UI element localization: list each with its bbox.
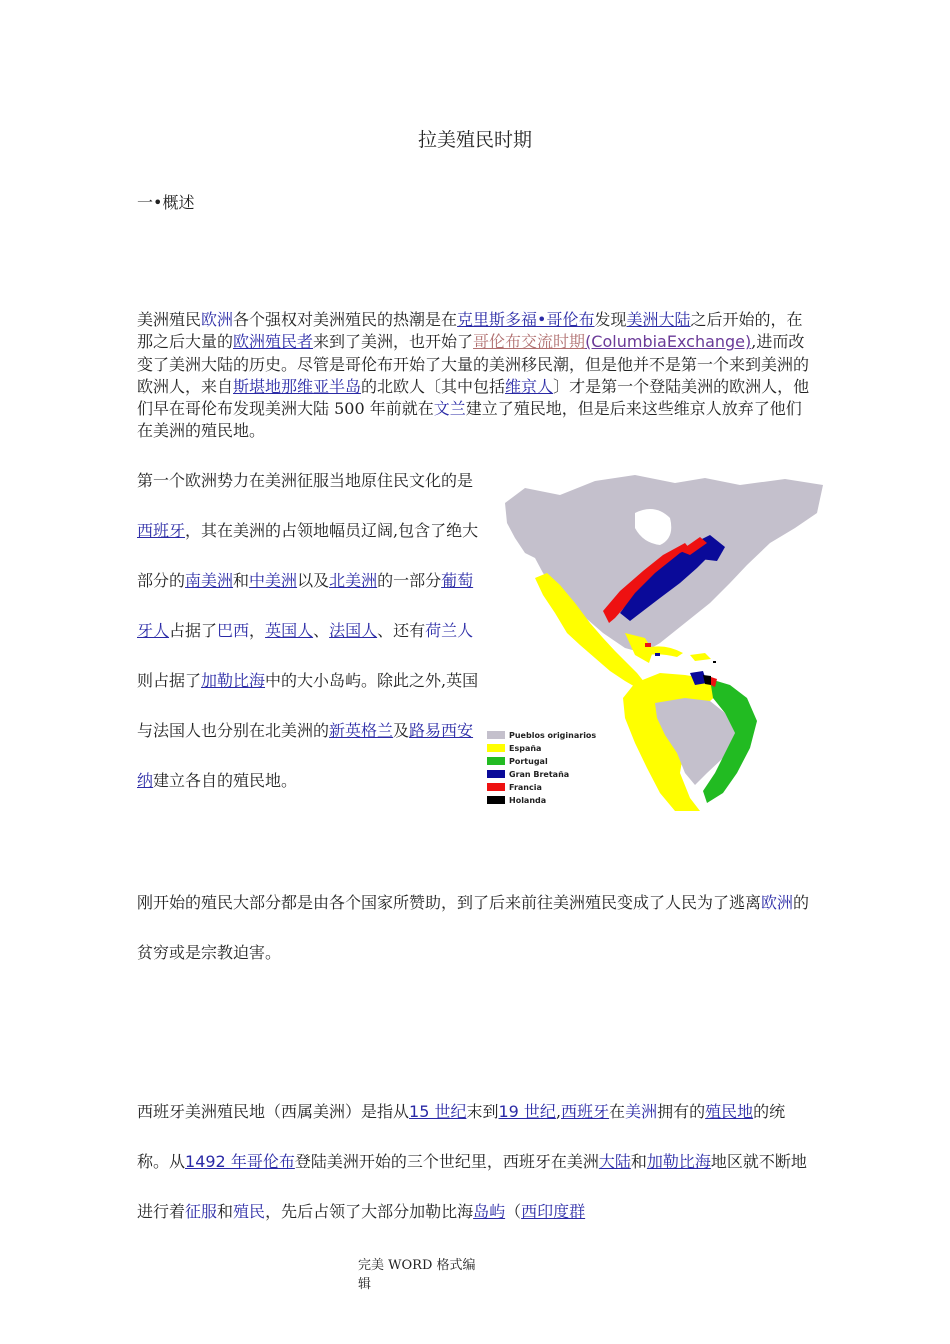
link-europe[interactable]: 欧洲: [201, 310, 234, 329]
text: 和: [217, 1202, 234, 1221]
link-north-america[interactable]: 北美洲: [329, 571, 378, 590]
text: （: [505, 1202, 522, 1221]
text: 的一部分: [377, 571, 442, 590]
link-scandinavia[interactable]: 斯堪地那维亚半岛: [233, 376, 362, 396]
text: 在: [609, 1102, 626, 1121]
legend-label-native: Pueblos originarios: [509, 731, 597, 740]
link-columbian-exchange[interactable]: 哥伦布交流时期: [473, 332, 586, 352]
link-central-america[interactable]: 中美洲: [249, 571, 298, 590]
text: 〕才是第一个登陆美洲的欧洲人，他们早在哥伦布发现美洲大陆 500 年前就在: [137, 376, 810, 419]
text: 地区就不断地进行着: [137, 1152, 807, 1221]
text: 占据了: [169, 621, 218, 640]
legend-swatch-portugal: [487, 757, 505, 765]
legend-swatch-britain: [487, 770, 505, 778]
legend-label-portugal: Portugal: [509, 757, 548, 766]
text: ,进而改变了美洲大陆的历史。尽管是哥伦布开始了大量的美洲移民潮，但是他并不是第一个来到美洲的欧洲人，来自: [137, 332, 810, 396]
legend-swatch-netherlands: [487, 796, 505, 804]
paragraph-migration: [137, 878, 812, 978]
link-american-continent[interactable]: 美洲大陆: [626, 310, 691, 329]
text: 发现: [594, 310, 627, 329]
text: 刚开始的殖民大部分都是由各个国家所赞助，到了后来前往美洲殖民变成了人民为了逃离: [137, 893, 762, 912]
link-caribbean[interactable]: 加勒比海: [201, 671, 266, 690]
link-colony[interactable]: 殖民地: [705, 1102, 754, 1121]
link-brazil[interactable]: 巴西: [217, 621, 250, 640]
text: 建立各自的殖民地。: [153, 771, 298, 790]
legend-label-netherlands: Holanda: [509, 796, 547, 805]
paragraph-overview: [137, 309, 812, 443]
link-colonization[interactable]: 殖民: [233, 1202, 266, 1221]
link-new-england[interactable]: 新英格兰: [329, 721, 394, 740]
text: 美洲殖民: [137, 310, 202, 329]
text: 第一个欧洲势力在美洲征服当地原住民文化的是: [137, 471, 474, 490]
text: 来到了美洲，也开始了: [313, 332, 474, 352]
legend-label-france: Francia: [509, 783, 542, 792]
link-1492[interactable]: 1492 年: [185, 1152, 247, 1171]
link-19th-century[interactable]: 19 世纪: [498, 1102, 556, 1121]
caribbean-britain: [655, 653, 660, 656]
text: 、还有: [377, 621, 426, 640]
link-english[interactable]: 英国人: [265, 621, 314, 640]
text: 则占据了: [137, 671, 202, 690]
text: 登陆美洲开始的三个世纪里，西班牙在美洲: [294, 1152, 599, 1171]
legend-label-spain: España: [509, 744, 542, 753]
link-south-america[interactable]: 南美洲: [185, 571, 234, 590]
text: 建立了殖民地，但是后来这些维京人放弃了他们在美洲的殖民地。: [137, 399, 802, 441]
link-louisiana[interactable]: 路易西安纳: [137, 721, 474, 790]
text: 之后开始的，在那之后大量的: [137, 310, 803, 352]
text: 拥有的: [657, 1102, 706, 1121]
text: 和: [233, 571, 250, 590]
link-spain[interactable]: 西班牙: [137, 521, 186, 540]
caribbean-france: [645, 643, 651, 647]
text: ，其在美洲的占领地幅员辽阔,包含了绝大部分的: [137, 521, 479, 590]
legend-swatch-native: [487, 731, 505, 739]
text: 以及: [297, 571, 330, 590]
link-columbus[interactable]: 哥伦布: [246, 1152, 295, 1171]
text: 的贫穷或是宗教迫害。: [137, 893, 810, 962]
colonial-americas-map: [485, 473, 825, 813]
text: 末到: [466, 1102, 499, 1121]
link-conquest[interactable]: 征服: [185, 1202, 218, 1221]
caribbean-dutch: [713, 661, 716, 663]
section-heading: 一•概述: [137, 193, 195, 212]
link-vinland[interactable]: 文兰: [433, 399, 466, 419]
text: 的北欧人〔其中包括: [361, 376, 506, 396]
text: 中的大小岛屿。除此之外,英国与法国人也分别在北美洲的: [137, 671, 479, 740]
paragraph-spain-conquest: [137, 456, 482, 806]
link-americas[interactable]: 美洲: [625, 1102, 658, 1121]
legend-swatch-spain: [487, 744, 505, 752]
paragraph-spanish-america: [137, 1087, 812, 1237]
page-title: 拉美殖民时期: [417, 129, 532, 151]
link-spain[interactable]: 西班牙: [561, 1102, 610, 1121]
link-caribbean[interactable]: 加勒比海: [646, 1152, 711, 1171]
link-europe[interactable]: 欧洲: [761, 893, 794, 912]
text: 及: [393, 721, 410, 740]
legend-label-britain: Gran Bretaña: [509, 770, 570, 779]
link-vikings[interactable]: 维京人: [505, 376, 554, 396]
text: ,: [555, 1102, 562, 1121]
legend-swatch-france: [487, 783, 505, 791]
text: 的统称。从: [137, 1102, 786, 1171]
text: 、: [313, 621, 330, 640]
text: ，: [249, 621, 266, 640]
link-continent[interactable]: 大陆: [598, 1152, 631, 1171]
link-15th-century[interactable]: 15 世纪: [409, 1102, 467, 1121]
link-columbia-exchange-en[interactable]: (ColumbiaExchange): [585, 332, 752, 352]
link-european-colonists[interactable]: 欧洲殖民者: [233, 332, 314, 352]
text: 西班牙美洲殖民地（西属美洲）是指从: [137, 1102, 410, 1121]
link-french[interactable]: 法国人: [329, 621, 378, 640]
text: 各个强权对美洲殖民的热潮是在: [233, 310, 458, 329]
link-columbus[interactable]: 克里斯多福•哥伦布: [457, 310, 595, 329]
link-islands[interactable]: 岛屿: [473, 1202, 506, 1221]
page-footer: 完美 WORD 格式编辑: [358, 1258, 476, 1292]
link-portuguese[interactable]: 葡萄牙人: [137, 571, 474, 640]
link-dutch[interactable]: 荷兰人: [425, 621, 474, 640]
text: ，先后占领了大部分加勒比海: [265, 1202, 474, 1221]
text: 和: [630, 1152, 647, 1171]
link-west-indies[interactable]: 西印度群: [521, 1202, 586, 1221]
